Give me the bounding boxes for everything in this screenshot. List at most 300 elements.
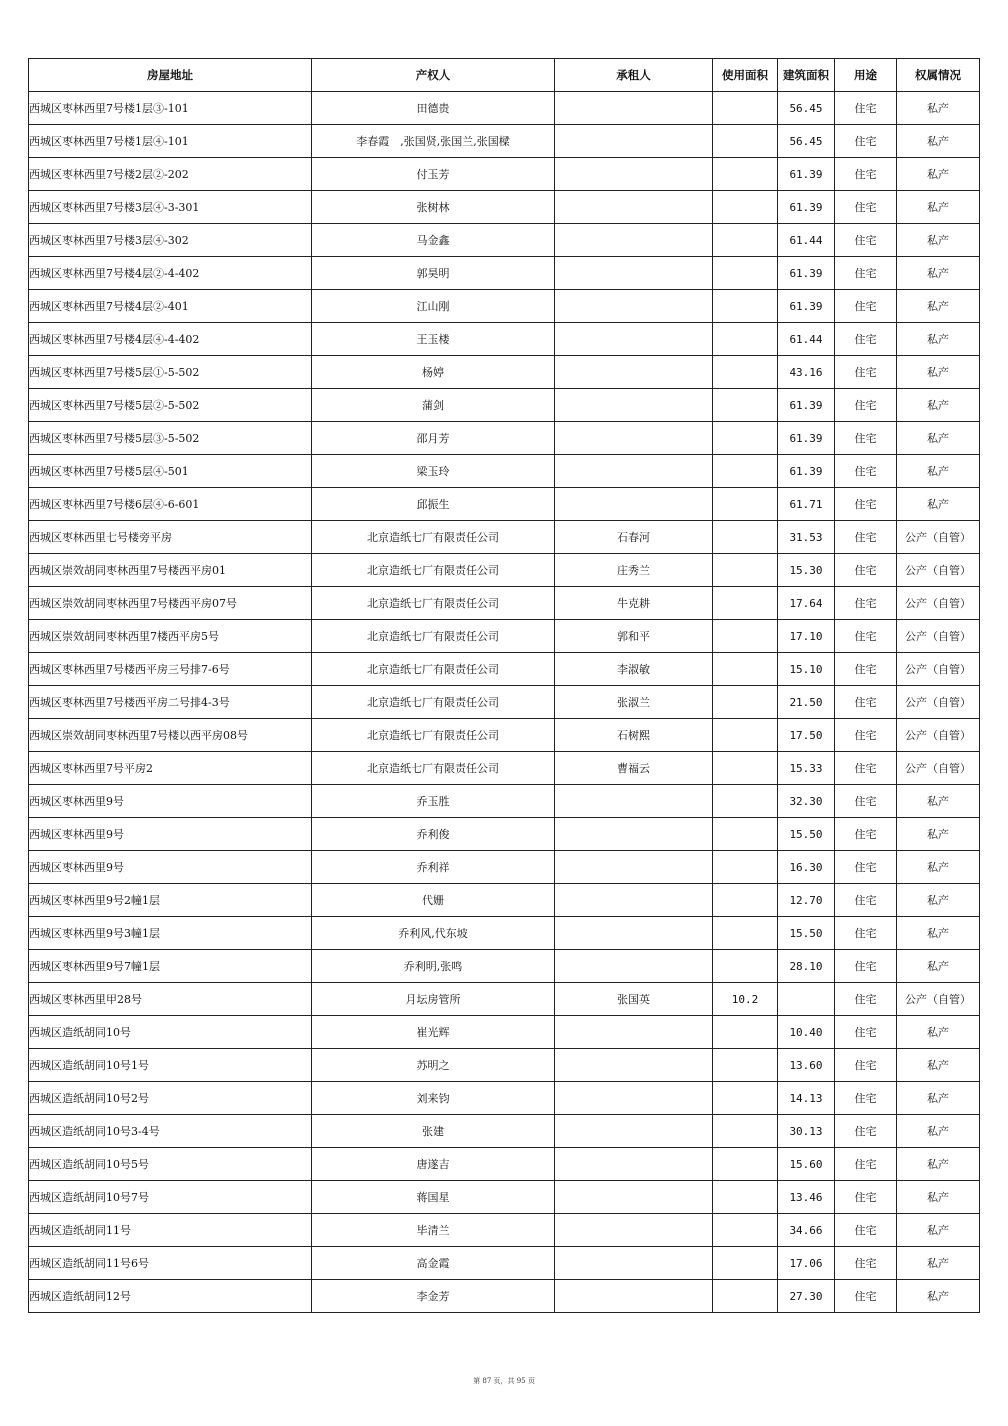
cell-tenant: 张淑兰: [555, 686, 713, 719]
cell-tenant: [555, 422, 713, 455]
cell-address: 西城区枣林西里甲28号: [29, 983, 312, 1016]
cell-owner: 付玉芳: [312, 158, 555, 191]
cell-owner: 乔利祥: [312, 851, 555, 884]
cell-address: 西城区造纸胡同10号: [29, 1016, 312, 1049]
cell-address: 西城区枣林西里7号楼4层④-4-402: [29, 323, 312, 356]
cell-ownership: 公产（自管）: [897, 620, 980, 653]
cell-address: 西城区枣林西里7号楼2层②-202: [29, 158, 312, 191]
cell-tenant: 郭和平: [555, 620, 713, 653]
cell-usable-area: [713, 653, 778, 686]
cell-usable-area: [713, 1280, 778, 1313]
cell-ownership: 私产: [897, 191, 980, 224]
cell-built-area: 30.13: [778, 1115, 835, 1148]
cell-ownership: 私产: [897, 422, 980, 455]
cell-built-area: 61.39: [778, 389, 835, 422]
cell-address: 西城区枣林西里7号平房2: [29, 752, 312, 785]
cell-ownership: 私产: [897, 1115, 980, 1148]
cell-address: 西城区枣林西里9号: [29, 851, 312, 884]
cell-owner: 代姗: [312, 884, 555, 917]
cell-tenant: [555, 950, 713, 983]
table-row: [29, 851, 980, 884]
cell-address: 西城区枣林西里9号3幢1层: [29, 917, 312, 950]
table-row: [29, 785, 980, 818]
table-row: [29, 983, 980, 1016]
cell-tenant: [555, 323, 713, 356]
cell-built-area: 17.50: [778, 719, 835, 752]
cell-ownership: 私产: [897, 851, 980, 884]
table-row: [29, 422, 980, 455]
cell-tenant: [555, 1247, 713, 1280]
cell-use: 住宅: [835, 1214, 897, 1247]
cell-address: 西城区崇效胡同枣林西里7楼西平房5号: [29, 620, 312, 653]
cell-owner: 蒲剑: [312, 389, 555, 422]
cell-built-area: 14.13: [778, 1082, 835, 1115]
cell-owner: 郭昊明: [312, 257, 555, 290]
cell-usable-area: [713, 752, 778, 785]
cell-built-area: [778, 983, 835, 1016]
table-row: [29, 884, 980, 917]
cell-ownership: 私产: [897, 917, 980, 950]
page-footer: 第 87 页，共 95 页: [473, 1377, 535, 1385]
cell-ownership: 私产: [897, 356, 980, 389]
table-row: [29, 1280, 980, 1313]
cell-usable-area: [713, 554, 778, 587]
cell-ownership: 私产: [897, 1247, 980, 1280]
header-row: [29, 59, 980, 92]
cell-use: 住宅: [835, 290, 897, 323]
cell-built-area: 27.30: [778, 1280, 835, 1313]
header-owner: 产权人: [312, 59, 555, 92]
cell-owner: 田德贵: [312, 92, 555, 125]
cell-use: 住宅: [835, 620, 897, 653]
cell-usable-area: [713, 686, 778, 719]
table-row: [29, 653, 980, 686]
cell-address: 西城区枣林西里7号楼5层②-5-502: [29, 389, 312, 422]
cell-use: 住宅: [835, 917, 897, 950]
cell-tenant: [555, 92, 713, 125]
cell-use: 住宅: [835, 1016, 897, 1049]
cell-built-area: 61.71: [778, 488, 835, 521]
cell-address: 西城区崇效胡同枣林西里7号楼西平房01: [29, 554, 312, 587]
cell-use: 住宅: [835, 1280, 897, 1313]
cell-owner: 王玉楼: [312, 323, 555, 356]
cell-ownership: 私产: [897, 818, 980, 851]
cell-use: 住宅: [835, 818, 897, 851]
cell-ownership: 私产: [897, 389, 980, 422]
table-row: [29, 323, 980, 356]
cell-tenant: [555, 917, 713, 950]
table-row: [29, 521, 980, 554]
table-row: [29, 125, 980, 158]
cell-owner: 北京造纸七厂有限责任公司: [312, 686, 555, 719]
cell-ownership: 私产: [897, 1214, 980, 1247]
cell-usable-area: [713, 1148, 778, 1181]
cell-built-area: 15.30: [778, 554, 835, 587]
table-row: [29, 1016, 980, 1049]
cell-owner: 高金霞: [312, 1247, 555, 1280]
cell-tenant: [555, 488, 713, 521]
table-row: [29, 191, 980, 224]
cell-usable-area: [713, 224, 778, 257]
cell-tenant: 石树熙: [555, 719, 713, 752]
cell-usable-area: [713, 389, 778, 422]
cell-address: 西城区枣林西里7号楼1层④-101: [29, 125, 312, 158]
cell-owner: 北京造纸七厂有限责任公司: [312, 620, 555, 653]
cell-usable-area: [713, 125, 778, 158]
cell-usable-area: [713, 422, 778, 455]
cell-owner: 李金芳: [312, 1280, 555, 1313]
cell-address: 西城区造纸胡同11号6号: [29, 1247, 312, 1280]
cell-built-area: 10.40: [778, 1016, 835, 1049]
property-table: [28, 58, 980, 1313]
cell-built-area: 15.33: [778, 752, 835, 785]
cell-use: 住宅: [835, 323, 897, 356]
cell-owner: 北京造纸七厂有限责任公司: [312, 719, 555, 752]
cell-owner: 唐遂吉: [312, 1148, 555, 1181]
cell-usable-area: [713, 950, 778, 983]
cell-tenant: 石春河: [555, 521, 713, 554]
cell-built-area: 13.46: [778, 1181, 835, 1214]
table-row: [29, 620, 980, 653]
cell-address: 西城区枣林西里7号楼西平房三号排7-6号: [29, 653, 312, 686]
cell-built-area: 56.45: [778, 125, 835, 158]
cell-usable-area: [713, 356, 778, 389]
cell-usable-area: [713, 1082, 778, 1115]
cell-usable-area: [713, 818, 778, 851]
cell-usable-area: [713, 323, 778, 356]
cell-built-area: 15.10: [778, 653, 835, 686]
cell-tenant: [555, 356, 713, 389]
cell-tenant: 张国英: [555, 983, 713, 1016]
cell-ownership: 私产: [897, 323, 980, 356]
cell-address: 西城区造纸胡同10号5号: [29, 1148, 312, 1181]
cell-ownership: 公产（自管）: [897, 554, 980, 587]
cell-ownership: 公产（自管）: [897, 686, 980, 719]
cell-owner: 乔利俊: [312, 818, 555, 851]
header-built-area: 建筑面积: [778, 59, 835, 92]
cell-usable-area: [713, 785, 778, 818]
cell-usable-area: [713, 1016, 778, 1049]
cell-use: 住宅: [835, 1148, 897, 1181]
cell-usable-area: [713, 521, 778, 554]
cell-built-area: 15.50: [778, 917, 835, 950]
cell-tenant: [555, 1016, 713, 1049]
table-row: [29, 752, 980, 785]
cell-use: 住宅: [835, 1082, 897, 1115]
cell-usable-area: [713, 191, 778, 224]
table-row: [29, 455, 980, 488]
cell-usable-area: [713, 917, 778, 950]
cell-ownership: 公产（自管）: [897, 653, 980, 686]
cell-ownership: 私产: [897, 158, 980, 191]
cell-owner: 乔利风,代东坡: [312, 917, 555, 950]
cell-usable-area: [713, 851, 778, 884]
cell-use: 住宅: [835, 224, 897, 257]
cell-address: 西城区造纸胡同10号1号: [29, 1049, 312, 1082]
cell-use: 住宅: [835, 554, 897, 587]
cell-ownership: 私产: [897, 1049, 980, 1082]
cell-owner: 邱振生: [312, 488, 555, 521]
cell-address: 西城区枣林西里7号楼1层③-101: [29, 92, 312, 125]
cell-owner: 乔玉胜: [312, 785, 555, 818]
cell-ownership: 公产（自管）: [897, 983, 980, 1016]
cell-usable-area: [713, 719, 778, 752]
cell-built-area: 32.30: [778, 785, 835, 818]
cell-tenant: [555, 785, 713, 818]
cell-use: 住宅: [835, 257, 897, 290]
cell-use: 住宅: [835, 125, 897, 158]
cell-owner: 李春霞 ,张国贤,张国兰,张国樑: [312, 125, 555, 158]
cell-address: 西城区崇效胡同枣林西里7号楼以西平房08号: [29, 719, 312, 752]
table-row: [29, 1115, 980, 1148]
cell-tenant: [555, 884, 713, 917]
cell-ownership: 私产: [897, 257, 980, 290]
cell-use: 住宅: [835, 884, 897, 917]
cell-built-area: 34.66: [778, 1214, 835, 1247]
cell-tenant: [555, 389, 713, 422]
cell-address: 西城区枣林西里9号: [29, 785, 312, 818]
cell-built-area: 61.39: [778, 455, 835, 488]
cell-owner: 邵月芳: [312, 422, 555, 455]
cell-ownership: 公产（自管）: [897, 587, 980, 620]
cell-tenant: [555, 1148, 713, 1181]
cell-address: 西城区枣林西里7号楼5层③-5-502: [29, 422, 312, 455]
cell-ownership: 公产（自管）: [897, 521, 980, 554]
cell-tenant: [555, 818, 713, 851]
cell-tenant: [555, 1082, 713, 1115]
cell-usable-area: 10.2: [713, 983, 778, 1016]
cell-ownership: 私产: [897, 125, 980, 158]
cell-use: 住宅: [835, 521, 897, 554]
cell-address: 西城区造纸胡同12号: [29, 1280, 312, 1313]
cell-use: 住宅: [835, 752, 897, 785]
cell-address: 西城区枣林西里7号楼3层④-302: [29, 224, 312, 257]
cell-use: 住宅: [835, 1049, 897, 1082]
cell-built-area: 28.10: [778, 950, 835, 983]
cell-use: 住宅: [835, 1181, 897, 1214]
cell-usable-area: [713, 455, 778, 488]
cell-owner: 月坛房管所: [312, 983, 555, 1016]
table-row: [29, 1049, 980, 1082]
cell-ownership: 私产: [897, 785, 980, 818]
cell-address: 西城区枣林西里7号楼6层④-6-601: [29, 488, 312, 521]
cell-use: 住宅: [835, 455, 897, 488]
cell-address: 西城区枣林西里7号楼3层④-3-301: [29, 191, 312, 224]
header-tenant: 承租人: [555, 59, 713, 92]
cell-tenant: [555, 1049, 713, 1082]
cell-owner: 杨婷: [312, 356, 555, 389]
cell-owner: 乔利明,张鸣: [312, 950, 555, 983]
cell-owner: 毕清兰: [312, 1214, 555, 1247]
cell-ownership: 私产: [897, 1181, 980, 1214]
cell-built-area: 56.45: [778, 92, 835, 125]
cell-address: 西城区枣林西里七号楼旁平房: [29, 521, 312, 554]
cell-owner: 苏明之: [312, 1049, 555, 1082]
header-address: 房屋地址: [29, 59, 312, 92]
cell-built-area: 31.53: [778, 521, 835, 554]
table-row: [29, 1247, 980, 1280]
cell-ownership: 私产: [897, 1280, 980, 1313]
table-row: [29, 356, 980, 389]
cell-ownership: 私产: [897, 950, 980, 983]
table-row: [29, 1214, 980, 1247]
cell-ownership: 私产: [897, 884, 980, 917]
cell-ownership: 私产: [897, 1082, 980, 1115]
table-row: [29, 719, 980, 752]
table-row: [29, 389, 980, 422]
cell-ownership: 私产: [897, 224, 980, 257]
cell-usable-area: [713, 1115, 778, 1148]
cell-tenant: [555, 224, 713, 257]
cell-owner: 北京造纸七厂有限责任公司: [312, 554, 555, 587]
cell-built-area: 61.39: [778, 158, 835, 191]
table-row: [29, 290, 980, 323]
cell-usable-area: [713, 1214, 778, 1247]
cell-built-area: 61.39: [778, 422, 835, 455]
cell-address: 西城区造纸胡同10号3-4号: [29, 1115, 312, 1148]
cell-use: 住宅: [835, 653, 897, 686]
table-row: [29, 224, 980, 257]
header-use: 用途: [835, 59, 897, 92]
cell-tenant: [555, 1214, 713, 1247]
cell-use: 住宅: [835, 785, 897, 818]
cell-tenant: [555, 158, 713, 191]
table-row: [29, 818, 980, 851]
cell-address: 西城区枣林西里9号2幢1层: [29, 884, 312, 917]
cell-tenant: 李淑敏: [555, 653, 713, 686]
cell-owner: 北京造纸七厂有限责任公司: [312, 587, 555, 620]
cell-address: 西城区造纸胡同10号2号: [29, 1082, 312, 1115]
cell-address: 西城区枣林西里9号: [29, 818, 312, 851]
cell-usable-area: [713, 884, 778, 917]
cell-built-area: 17.64: [778, 587, 835, 620]
cell-owner: 北京造纸七厂有限责任公司: [312, 752, 555, 785]
cell-use: 住宅: [835, 851, 897, 884]
cell-ownership: 私产: [897, 455, 980, 488]
cell-usable-area: [713, 488, 778, 521]
cell-usable-area: [713, 92, 778, 125]
cell-tenant: 曹福云: [555, 752, 713, 785]
cell-address: 西城区造纸胡同10号7号: [29, 1181, 312, 1214]
cell-built-area: 61.39: [778, 257, 835, 290]
cell-tenant: [555, 191, 713, 224]
cell-owner: 北京造纸七厂有限责任公司: [312, 653, 555, 686]
cell-address: 西城区枣林西里7号楼4层②-401: [29, 290, 312, 323]
table-row: [29, 1082, 980, 1115]
cell-owner: 崔光辉: [312, 1016, 555, 1049]
cell-built-area: 61.39: [778, 191, 835, 224]
cell-address: 西城区枣林西里7号楼5层④-501: [29, 455, 312, 488]
cell-built-area: 21.50: [778, 686, 835, 719]
cell-tenant: [555, 455, 713, 488]
cell-built-area: 17.10: [778, 620, 835, 653]
table-row: [29, 1181, 980, 1214]
cell-tenant: [555, 1181, 713, 1214]
cell-built-area: 12.70: [778, 884, 835, 917]
cell-tenant: [555, 851, 713, 884]
cell-ownership: 私产: [897, 1016, 980, 1049]
table-row: [29, 686, 980, 719]
cell-built-area: 16.30: [778, 851, 835, 884]
cell-built-area: 61.44: [778, 224, 835, 257]
cell-built-area: 61.39: [778, 290, 835, 323]
cell-ownership: 公产（自管）: [897, 719, 980, 752]
cell-use: 住宅: [835, 587, 897, 620]
cell-use: 住宅: [835, 488, 897, 521]
cell-use: 住宅: [835, 950, 897, 983]
cell-use: 住宅: [835, 983, 897, 1016]
cell-tenant: [555, 290, 713, 323]
cell-usable-area: [713, 1049, 778, 1082]
header-ownership: 权属情况: [897, 59, 980, 92]
cell-use: 住宅: [835, 1247, 897, 1280]
cell-ownership: 私产: [897, 92, 980, 125]
cell-built-area: 17.06: [778, 1247, 835, 1280]
cell-usable-area: [713, 620, 778, 653]
table-row: [29, 1148, 980, 1181]
cell-usable-area: [713, 158, 778, 191]
table-row: [29, 587, 980, 620]
cell-built-area: 15.50: [778, 818, 835, 851]
cell-ownership: 私产: [897, 1148, 980, 1181]
table-row: [29, 158, 980, 191]
cell-use: 住宅: [835, 686, 897, 719]
cell-usable-area: [713, 1181, 778, 1214]
cell-address: 西城区崇效胡同枣林西里7号楼西平房07号: [29, 587, 312, 620]
cell-tenant: [555, 257, 713, 290]
cell-ownership: 私产: [897, 290, 980, 323]
table-row: [29, 554, 980, 587]
cell-use: 住宅: [835, 158, 897, 191]
table-row: [29, 257, 980, 290]
cell-owner: 梁玉玲: [312, 455, 555, 488]
cell-address: 西城区枣林西里7号楼4层②-4-402: [29, 257, 312, 290]
cell-owner: 马金鑫: [312, 224, 555, 257]
cell-owner: 北京造纸七厂有限责任公司: [312, 521, 555, 554]
cell-address: 西城区造纸胡同11号: [29, 1214, 312, 1247]
cell-address: 西城区枣林西里7号楼西平房二号排4-3号: [29, 686, 312, 719]
cell-address: 西城区枣林西里7号楼5层①-5-502: [29, 356, 312, 389]
table-row: [29, 950, 980, 983]
cell-usable-area: [713, 1247, 778, 1280]
cell-ownership: 私产: [897, 488, 980, 521]
cell-tenant: [555, 1115, 713, 1148]
cell-built-area: 15.60: [778, 1148, 835, 1181]
cell-tenant: [555, 125, 713, 158]
table-row: [29, 488, 980, 521]
cell-tenant: 牛克耕: [555, 587, 713, 620]
cell-use: 住宅: [835, 191, 897, 224]
cell-built-area: 43.16: [778, 356, 835, 389]
cell-owner: 蒋国星: [312, 1181, 555, 1214]
cell-use: 住宅: [835, 1115, 897, 1148]
table-body: [29, 92, 980, 1313]
cell-tenant: 庄秀兰: [555, 554, 713, 587]
cell-tenant: [555, 1280, 713, 1313]
header-usable-area: 使用面积: [713, 59, 778, 92]
cell-usable-area: [713, 257, 778, 290]
cell-address: 西城区枣林西里9号7幢1层: [29, 950, 312, 983]
cell-owner: 江山刚: [312, 290, 555, 323]
cell-owner: 刘来钧: [312, 1082, 555, 1115]
cell-built-area: 13.60: [778, 1049, 835, 1082]
cell-owner: 张树林: [312, 191, 555, 224]
cell-use: 住宅: [835, 92, 897, 125]
cell-built-area: 61.44: [778, 323, 835, 356]
cell-use: 住宅: [835, 389, 897, 422]
table-row: [29, 917, 980, 950]
cell-owner: 张建: [312, 1115, 555, 1148]
